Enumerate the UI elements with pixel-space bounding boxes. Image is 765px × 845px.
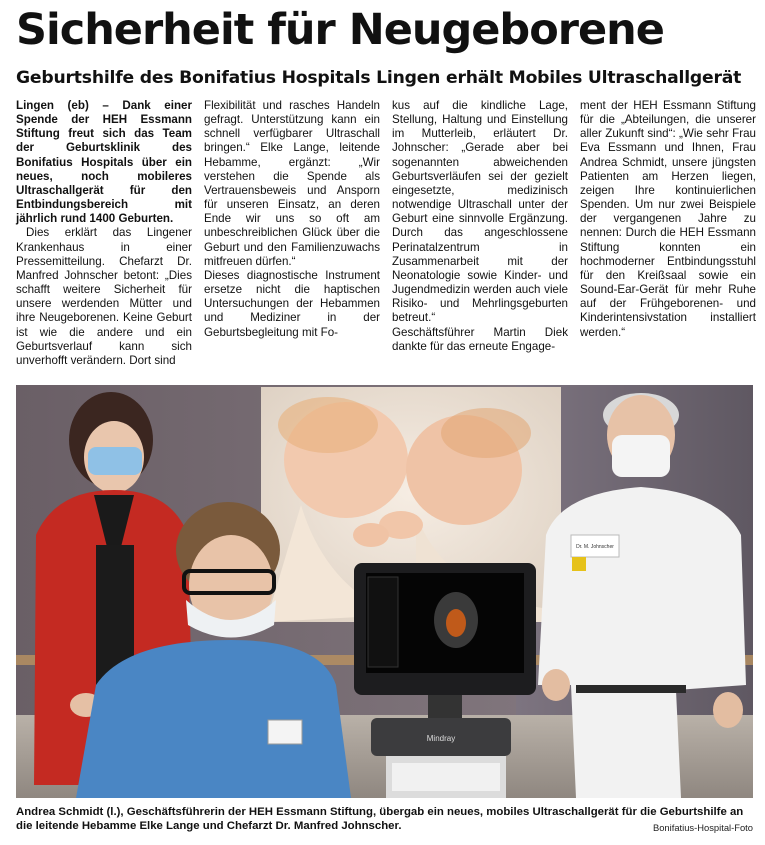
name-badge: Dr. M. Johnscher: [576, 544, 614, 550]
article-lead: Lingen (eb) – Dank einer Spende der HEH Essmann Stiftung freut sich das Team der Geburtsklinik des Bonifatius Hospitals über ein neues, noch mobileres Ultraschallgerät für den Entbindungsbereich mit jährlich rund 1400 Geburten.: [16, 99, 192, 226]
article-column-1: [16, 99, 192, 368]
article-paragraph: ment der HEH Essmann Stiftung für die „Abteilungen, die unserer aller Zukunft sind“: „Wie sehr Frau Eva Essmann und Ihnen, Frau Andrea Schmidt, unsere jüngsten Patienten am Herzen liegen, zeigen Ihre kontinuierlichen Spenden. Um nur zwei Beispiele der vergangenen Jahre zu nennen: Durch die HEH Essmann Stiftung konnten ein hochmoderner Entbindungsstuhl für den Kreißsaal sowie ein Sound-Ear-Gerät für mehr Ruhe auf der Frühgeborenen- und Kinderintensivstation installiert werden.“: [580, 99, 756, 339]
photo-credit: Bonifatius-Hospital-Foto: [652, 822, 753, 833]
article-paragraph: Dies erklärt das Lingener Krankenhaus in einer Pressemitteilung. Chefarzt Dr. Manfred Johnscher betont: „Dies schafft weitere Sicherheit für unsere werdenden Mütter und ihre Neugeborenen. Keine Geburt ist wie die andere und ein Geburtsverlauf kann sich unverhofft verändern. Dort sind: [16, 226, 192, 367]
article-paragraph: kus auf die kindliche Lage, Stellung, Haltung und Einstellung im Mutterleib, erläutert Dr. Johnscher: „Gerade aber bei sogenannten abweichenden Geburtsverläufen sei der gezielt eingesetzte, medizinisch notwendige Ultraschall unter der Geburt eine sinnvolle Ergänzung. Durch das angeschlossene Perinatalzentrum in Zusammenarbeit mit der Neonatologie sowie Kinder- und Jugendmedizin werden auch viele Risiko- und Mehrlingsgeburten betreut.“: [392, 99, 568, 325]
article-paragraph: Dieses diagnostische Instrument ersetze nicht die haptischen Untersuchungen der Hebammen und Mediziner in der Geburtsbegleitung mit Fo-: [204, 268, 380, 339]
photo-caption: Andrea Schmidt (l.), Geschäftsführerin der HEH Essmann Stiftung, übergab ein neues, mobiles Ultraschallgerät für die Geburtshilfe an die leitende Hebamme Elke Lange und Chefarzt Dr. Manfred Johnscher.: [16, 806, 744, 832]
article-body: [16, 99, 756, 381]
article-paragraph: Flexibilität und rasches Handeln gefragt. Unterstützung kann ein schnell verfügbarer Ultraschall bringen.“ Elke Lange, leitende Hebamme, ergänzt: „Wir verstehen die Spende als Vertrauensbeweis und Ansporn für unseren Einsatz, an deren Ende wir uns so oft am unbeschreiblichen Glück über die Geburt und den Familienzuwachs mitfreuen dürfen.“: [204, 99, 380, 268]
article-column-3: [392, 99, 568, 354]
headline: Sicherheit für Neugeborene: [16, 5, 664, 55]
subheadline: Geburtshilfe des Bonifatius Hospitals Lingen erhält Mobiles Ultraschallgerät: [16, 68, 742, 88]
article-column-4: [580, 99, 756, 340]
monitor-brand: Mindray: [426, 734, 456, 743]
article-photo: [16, 385, 753, 798]
article-paragraph: Geschäftsführer Martin Diek dankte für das erneute Engage-: [392, 325, 568, 353]
article-column-2: [204, 99, 380, 340]
